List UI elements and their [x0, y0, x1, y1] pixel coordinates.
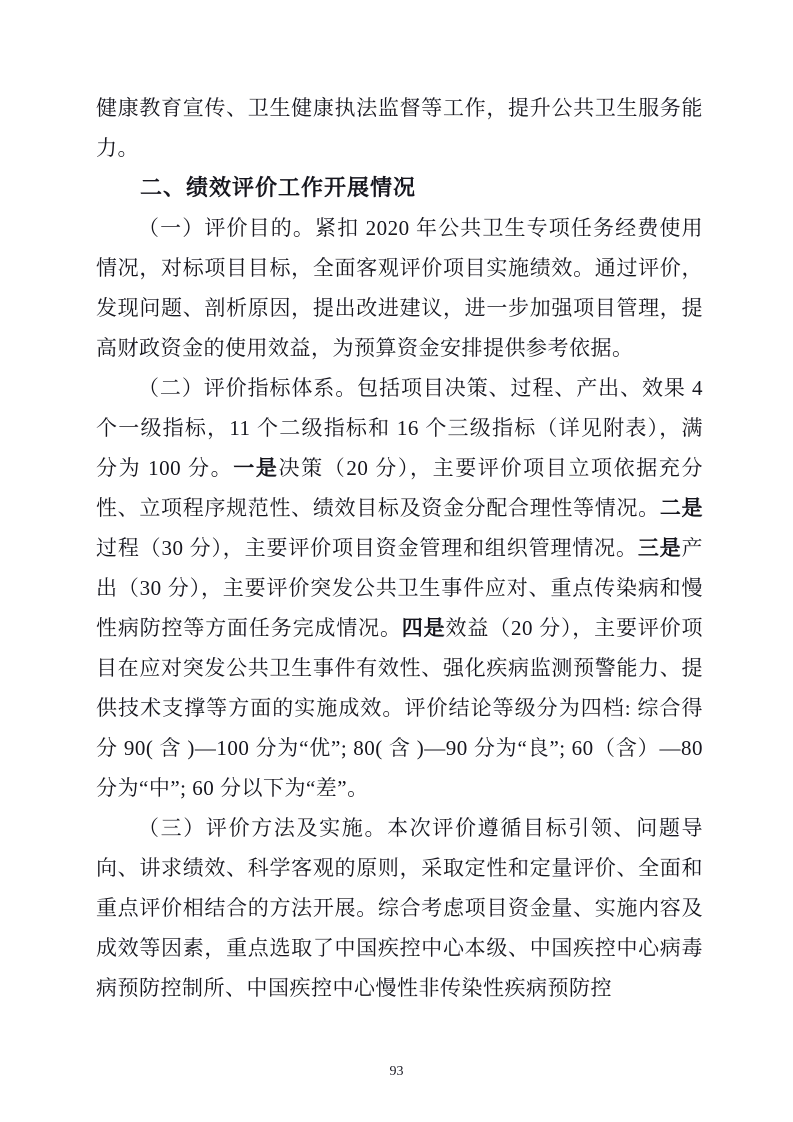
text-run: （二）评价指标体系。包括项目决策、过程、产出、效果 4 个一级指标，11 个二级指标和 16 个三级指标（详见附表），满分为 100 分。 [96, 376, 703, 480]
text-run: （三）评价方法及实施。本次评价遵循目标引领、问题导向、讲求绩效、科学客观的原则，采取定性和定量评价、全面和重点评价相结合的方法开展。综合考虑项目资金量、实施内容及成效等因素，重点选取了中国疾控中心本级、中国疾控中心病毒病预防控制所、中国疾控中心慢性非传染性疾病预防控 [96, 816, 703, 1000]
paragraph [96, 808, 703, 1008]
text-run: 决策（20 分），主要评价项目立项依据充分性、立项程序规范性、绩效目标及资金分配合理性等情况。 [96, 456, 703, 520]
text-run: 健康教育宣传、卫生健康执法监督等工作，提升公共卫生服务能力。 [96, 96, 703, 160]
text-run: 二、绩效评价工作开展情况 [140, 175, 417, 200]
text-run: 产出（30 分），主要评价突发公共卫生事件应对、重点传染病和慢性病防控等方面任务完成情况。 [96, 536, 704, 640]
text-run: 效益（20 分），主要评价项目在应对突发公共卫生事件有效性、强化疾病监测预警能力、提供技术支撑等方面的实施成效。评价结论等级分为四档: 综合得分 90( 含 )—100 分为“优”; 80( 含 )—90 分为“良”; 60（含）—80 分为“中”; 60 分以下为“差”。 [96, 616, 704, 800]
text-run: 三是 [637, 536, 682, 560]
section-heading [96, 168, 703, 208]
text-run: 一是 [233, 456, 279, 480]
text-run: 四是 [401, 616, 446, 640]
text-run: 过程（30 分），主要评价项目资金管理和组织管理情况。 [96, 536, 638, 560]
text-run: 二是 [659, 496, 703, 520]
paragraph [96, 208, 703, 368]
text-run: （一）评价目的。紧扣 2020 年公共卫生专项任务经费使用情况，对标项目目标，全面客观评价项目实施绩效。通过评价，发现问题、剖析原因，提出改进建议，进一步加强项目管理，提高财政资金的使用效益，为预算资金安排提供参考依据。 [96, 216, 703, 360]
page-number: 93 [389, 1064, 404, 1079]
paragraph [96, 88, 703, 168]
paragraph [96, 368, 703, 808]
document-body [96, 88, 703, 1008]
